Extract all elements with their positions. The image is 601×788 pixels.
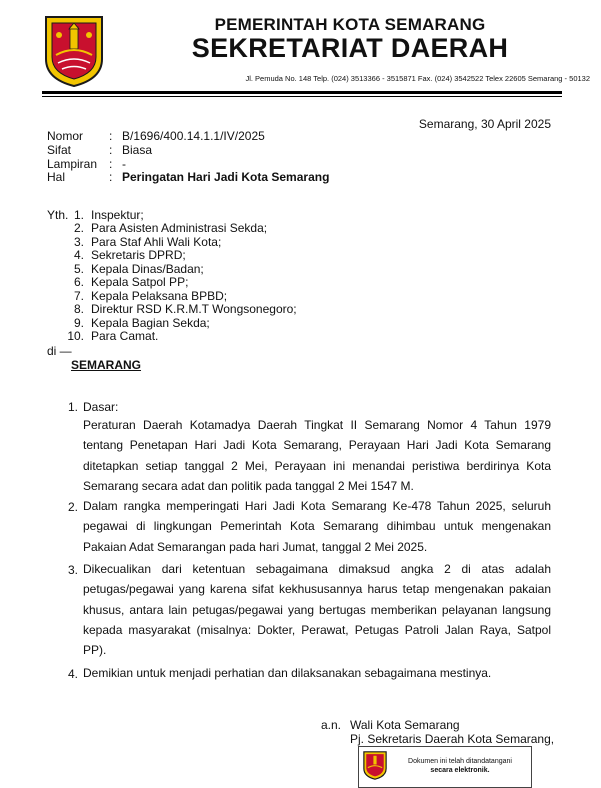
paragraph-number: 3. bbox=[67, 563, 78, 577]
esign-line: secara elektronik. bbox=[430, 767, 490, 774]
paragraph-number: 1. bbox=[67, 400, 78, 414]
hal-value: Peringatan Hari Jadi Kota Semarang bbox=[122, 170, 330, 184]
office-address: Jl. Pemuda No. 148 Telp. (024) 3513366 - 3515871 Fax. (024) 3542522 Telex 22605 Semarang - 50132 bbox=[245, 74, 590, 83]
recipient-number: 9. bbox=[73, 316, 84, 330]
nomor-label: Nomor bbox=[47, 129, 84, 143]
recipient-name: Kepala Satpol PP; bbox=[91, 275, 189, 289]
recipient-number: 6. bbox=[73, 275, 84, 289]
signatory-subtitle: Pj. Sekretaris Daerah Kota Semarang, bbox=[350, 732, 555, 746]
sifat-label: Sifat bbox=[47, 143, 72, 157]
recipient-number: 1. bbox=[73, 208, 84, 222]
hal-label: Hal bbox=[47, 170, 66, 184]
recipient-number: 5. bbox=[73, 262, 84, 276]
signatory-title: Wali Kota Semarang bbox=[350, 718, 460, 732]
paragraph-text: Demikian untuk menjadi perhatian dan dilaksanakan sebagaimana mestinya. bbox=[83, 666, 492, 680]
recipient-number: 4. bbox=[73, 248, 84, 262]
hal-colon: : bbox=[109, 170, 113, 184]
recipient-name: Para Camat. bbox=[91, 329, 159, 343]
recipient-number: 10. bbox=[67, 329, 84, 343]
paragraph-number: 2. bbox=[67, 500, 78, 514]
recipient-number: 8. bbox=[73, 302, 84, 316]
atas-nama-label: a.n. bbox=[321, 718, 342, 732]
paragraph-text: Dalam rangka memperingati Hari Jadi Kota Semarang Ke-478 Tahun 2025, seluruh pegawai di lingkungan Pemerintah Kota Semarang dihimbau untuk mengenakan Pakaian Adat Semarangan pada hari Jumat, tanggal 2 Mei 2025. bbox=[83, 499, 551, 554]
esign-line: Dokumen ini telah ditandatangani bbox=[408, 758, 512, 765]
city-emblem-icon bbox=[44, 15, 104, 88]
recipient-name: Inspektur; bbox=[91, 208, 144, 222]
recipient-name: Sekretaris DPRD; bbox=[91, 248, 186, 262]
destination-city: SEMARANG bbox=[71, 358, 142, 372]
recipient-number: 3. bbox=[73, 235, 84, 249]
place-date: Semarang, 30 April 2025 bbox=[418, 117, 551, 131]
lampiran-value: - bbox=[122, 157, 126, 171]
esign-text bbox=[391, 757, 529, 775]
paragraph-heading: Dasar: bbox=[83, 400, 119, 414]
office-name: SEKRETARIAT DAERAH bbox=[191, 33, 509, 63]
letterhead-rule-thick bbox=[42, 91, 562, 94]
lampiran-colon: : bbox=[109, 157, 113, 171]
recipient-name: Para Staf Ahli Wali Kota; bbox=[91, 235, 222, 249]
recipient-name: Para Asisten Administrasi Sekda; bbox=[91, 221, 268, 235]
nomor-colon: : bbox=[109, 129, 113, 143]
paragraph-text: Dikecualikan dari ketentuan sebagaimana dimaksud angka 2 di atas adalah petugas/pegawai yang karena sifat kekhususannya harus tetap mengenakan pakaian khusus, antara lain petugas/pegawai yang bertugas memberikan pelayanan langsung kepada masyarakat (misalnya: Dokter, Perawat, Petugas Patroli Jalan Raya, Satpol PP). bbox=[83, 562, 551, 658]
sifat-colon: : bbox=[109, 143, 113, 157]
lampiran-label: Lampiran bbox=[47, 157, 98, 171]
paragraph-text: Peraturan Daerah Kotamadya Daerah Tingkat II Semarang Nomor 4 Tahun 1979 tentang Penetapan Hari Jadi Kota Semarang, Perayaan Hari Jadi Kota Semarang ditetapkan setiap tanggal 2 Mei, Perayaan ini menandai peristiwa berdirinya Kota Semarang secara adat dan politik pada tanggal 2 Mei 1547 M. bbox=[83, 418, 551, 493]
recipients-label: Yth. bbox=[47, 208, 69, 222]
recipient-name: Direktur RSD K.R.M.T Wongsonegoro; bbox=[91, 302, 297, 316]
recipient-number: 7. bbox=[73, 289, 84, 303]
electronic-signature-stamp bbox=[358, 746, 532, 788]
city-emblem-icon bbox=[363, 751, 387, 780]
sifat-value: Biasa bbox=[122, 143, 153, 157]
letterhead-rule-thin bbox=[42, 96, 562, 97]
recipient-name: Kepala Dinas/Badan; bbox=[91, 262, 204, 276]
recipient-number: 2. bbox=[73, 221, 84, 235]
nomor-value: B/1696/400.14.1.1/IV/2025 bbox=[122, 129, 265, 143]
paragraph-number: 4. bbox=[67, 667, 78, 681]
government-name: PEMERINTAH KOTA SEMARANG bbox=[214, 15, 486, 34]
recipient-name: Kepala Bagian Sekda; bbox=[91, 316, 210, 330]
di-line: di — bbox=[47, 344, 72, 358]
recipient-name: Kepala Pelaksana BPBD; bbox=[91, 289, 228, 303]
